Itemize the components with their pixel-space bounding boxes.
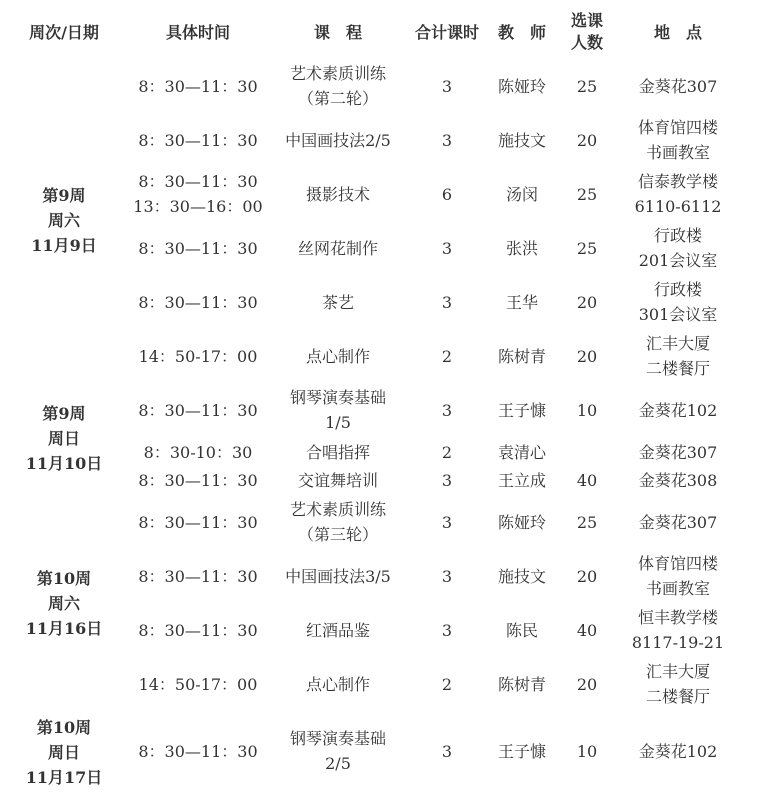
header-week: 周次/日期: [29, 22, 99, 42]
row-hours: 6: [441, 184, 453, 204]
row-teacher: 施技文: [497, 130, 546, 150]
row-course: 钢琴演奏基础 1/5: [289, 388, 386, 432]
week-group-4: 第10周 周日 11月17日: [25, 717, 103, 787]
row-teacher: 陈民: [505, 620, 538, 640]
row-count: [558, 440, 616, 465]
row-teacher: 陈娅玲: [497, 512, 546, 532]
row-course: 茶艺: [321, 292, 354, 312]
week-group-2: 第9周 周日 11月10日: [25, 403, 103, 473]
header-course: 课 程: [313, 22, 362, 42]
row-place: 信泰教学楼 6110-6112: [634, 172, 722, 216]
row-hours: 2: [441, 346, 453, 366]
row-count: 25: [576, 238, 598, 258]
row-hours: 3: [441, 512, 453, 532]
row-course: 合唱指挥: [305, 443, 370, 462]
row-place: 行政楼 201会议室: [638, 226, 718, 270]
row-teacher: 袁清心: [497, 443, 546, 462]
row-count: 10: [576, 741, 598, 761]
row-place: 金葵花308: [638, 471, 718, 490]
row-time: 14：50-17：00: [138, 346, 258, 366]
row-time: 8：30—11：30: [138, 238, 258, 258]
row-count: 25: [576, 512, 598, 532]
row-count: 20: [576, 292, 598, 312]
row-place: 体育馆四楼 书画教室: [637, 118, 718, 162]
row-time: 14：50-17：00: [138, 674, 258, 694]
row-course: 交谊舞培训: [297, 471, 378, 490]
row-place: 汇丰大厦 二楼餐厅: [645, 662, 710, 706]
row-hours: 3: [441, 76, 453, 96]
row-hours: 3: [441, 741, 453, 761]
row-time: 8：30—11：30: [138, 566, 258, 586]
row-teacher: 王子慷: [497, 741, 546, 761]
row-place: 体育馆四楼 书画教室: [637, 554, 718, 598]
row-time: 8：30—11：30: [138, 292, 258, 312]
row-teacher: 陈树青: [497, 674, 546, 694]
row-place: 金葵花307: [638, 512, 718, 532]
row-time: 8：30—11：30: [138, 741, 258, 761]
row-teacher: 王立成: [497, 471, 546, 490]
row-course: 艺术素质训练 （第三轮）: [289, 500, 386, 544]
row-count: 40: [576, 620, 598, 640]
row-course: 红酒品鉴: [305, 620, 370, 640]
header-time: 具体时间: [165, 22, 230, 42]
row-time: 8：30—11：30: [138, 76, 258, 96]
row-place: 行政楼 301会议室: [638, 280, 718, 324]
header-count: 选课 人数: [570, 11, 603, 52]
row-hours: 2: [441, 443, 453, 462]
row-teacher: 施技文: [497, 566, 546, 586]
row-time: 8：30—11：30: [138, 130, 258, 150]
row-teacher: 汤闵: [505, 184, 538, 204]
row-count: 20: [576, 566, 598, 586]
row-teacher: 王子慷: [497, 400, 546, 420]
row-hours: 3: [441, 471, 453, 490]
row-count: 25: [576, 76, 598, 96]
week-group-1: 第9周 周六 11月9日: [31, 185, 97, 255]
row-place: 金葵花307: [638, 443, 718, 462]
header-teacher: 教 师: [497, 22, 546, 42]
row-teacher: 王华: [505, 292, 538, 312]
row-count: 20: [576, 130, 598, 150]
row-teacher: 张洪: [505, 238, 538, 258]
header-place: 地 点: [653, 22, 702, 42]
row-hours: 3: [441, 238, 453, 258]
row-hours: 3: [441, 620, 453, 640]
row-place: 汇丰大厦 二楼餐厅: [645, 334, 710, 378]
row-hours: 3: [441, 566, 453, 586]
row-count: 20: [576, 346, 598, 366]
row-place: 金葵花102: [638, 400, 718, 420]
row-course: 点心制作: [305, 346, 370, 366]
row-course: 点心制作: [305, 674, 370, 694]
row-hours: 3: [441, 400, 453, 420]
row-course: 中国画技法2/5: [285, 130, 391, 150]
row-count: 20: [576, 674, 598, 694]
row-time: 8：30-10：30: [143, 443, 253, 462]
header-hours: 合计课时: [414, 22, 479, 42]
row-time: 8：30—11：30: [138, 400, 258, 420]
row-course: 钢琴演奏基础 2/5: [289, 729, 386, 773]
row-course: 艺术素质训练 （第二轮）: [289, 64, 386, 108]
row-place: 金葵花102: [638, 741, 718, 761]
row-course: 摄影技术: [305, 184, 370, 204]
row-course: 中国画技法3/5: [285, 566, 391, 586]
row-teacher: 陈树青: [497, 346, 546, 366]
week-group-3: 第10周 周六 11月16日: [25, 568, 103, 638]
row-teacher: 陈娅玲: [497, 76, 546, 96]
row-course: 丝网花制作: [297, 238, 378, 258]
row-count: 40: [576, 471, 598, 490]
row-time: 8：30—11：30: [138, 512, 258, 532]
row-hours: 3: [441, 130, 453, 150]
row-count: 10: [576, 400, 598, 420]
row-hours: 3: [441, 292, 453, 312]
row-time: 8：30—11：30 13：30—16：00: [133, 172, 263, 216]
row-place: 恒丰教学楼 8117-19-21: [631, 608, 725, 652]
row-time: 8：30—11：30: [138, 471, 258, 490]
row-place: 金葵花307: [638, 76, 718, 96]
row-hours: 2: [441, 674, 453, 694]
row-count: 25: [576, 184, 598, 204]
row-time: 8：30—11：30: [138, 620, 258, 640]
